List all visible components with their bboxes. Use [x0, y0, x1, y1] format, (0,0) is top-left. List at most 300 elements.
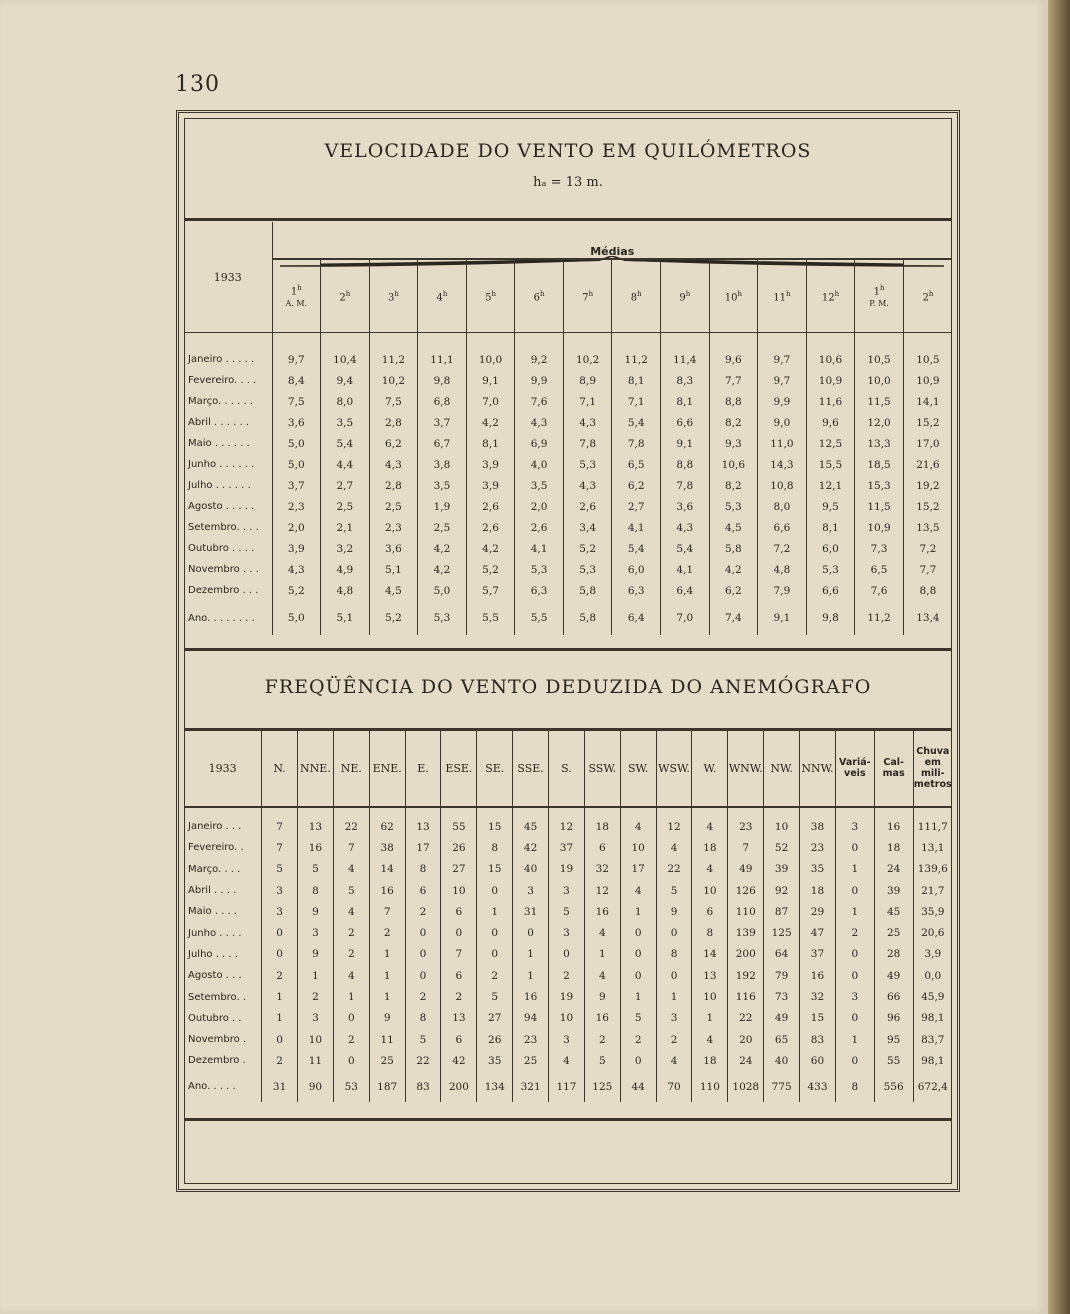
table-cell: 8: [477, 837, 513, 858]
table-cell: 433: [800, 1072, 836, 1102]
table-cell: 4,2: [418, 559, 467, 580]
hour-label: 3: [387, 292, 395, 304]
table-cell: 3: [513, 880, 549, 901]
table-cell: 9,9: [515, 370, 564, 391]
table-cell: 5,1: [321, 601, 370, 635]
table-cell: 11,2: [612, 349, 661, 370]
table-cell: 6,4: [661, 580, 710, 601]
hour-superscript: h: [345, 289, 351, 298]
table-cell: 40: [513, 859, 549, 880]
table-cell: 6,6: [806, 580, 855, 601]
table-cell: 2: [298, 986, 334, 1007]
hour-header: [903, 259, 952, 333]
table-row: [184, 496, 952, 517]
medias-label: Médias: [590, 245, 635, 258]
table-cell: 60: [800, 1050, 836, 1071]
table-cell: 1028: [728, 1072, 764, 1102]
hour-superscript: h: [588, 289, 594, 298]
row-label: Janeiro . . .: [184, 816, 262, 837]
table-cell: 4,2: [466, 538, 515, 559]
table-cell: 9,7: [272, 349, 321, 370]
row-label: Julho . . . .: [184, 944, 262, 965]
hour-header: [806, 259, 855, 333]
table-cell: 8,8: [661, 454, 710, 475]
table-row: [184, 370, 952, 391]
table-row: [184, 816, 952, 837]
table-cell: 9,4: [321, 370, 370, 391]
table-cell: 5,3: [515, 559, 564, 580]
table-cell: 0: [405, 965, 441, 986]
table-cell: 7,9: [758, 580, 807, 601]
table-cell: 6,8: [418, 391, 467, 412]
table-row: [184, 837, 952, 858]
hour-label: 6: [533, 292, 541, 304]
table-cell: 126: [728, 880, 764, 901]
table-cell: 6: [441, 965, 477, 986]
table-cell: 9,6: [709, 349, 758, 370]
table-cell: 2,7: [612, 496, 661, 517]
table-cell: 7,8: [563, 433, 612, 454]
hour-header: [855, 259, 904, 333]
hour-label: 8: [630, 292, 638, 304]
table-cell: 4,5: [709, 517, 758, 538]
table-cell: 4: [656, 1050, 692, 1071]
table-cell: 66: [874, 986, 913, 1007]
table-cell: 13: [405, 816, 441, 837]
table-cell: 1,9: [418, 496, 467, 517]
table-cell: 22: [333, 816, 369, 837]
table-cell: 27: [477, 1008, 513, 1029]
table-cell: 16: [513, 986, 549, 1007]
table-cell: 35: [477, 1050, 513, 1071]
table-cell: 8: [405, 1008, 441, 1029]
table-cell: 9,0: [758, 412, 807, 433]
table-cell: 556: [874, 1072, 913, 1102]
rule-top-table1: [184, 218, 952, 221]
table-cell: 7,7: [709, 370, 758, 391]
table-cell: 4,1: [612, 517, 661, 538]
table-cell: 8: [692, 922, 728, 943]
table-cell: 6,2: [612, 475, 661, 496]
table-cell: 21,6: [916, 458, 940, 471]
table-cell: 15: [477, 859, 513, 880]
hour-header: [418, 259, 467, 333]
table-cell: 1: [513, 965, 549, 986]
table-cell: 8,8: [919, 584, 937, 597]
row-label: Novembro .: [184, 1029, 262, 1050]
row-label: Dezembro . . .: [184, 580, 272, 601]
table-cell: 7,6: [855, 580, 904, 601]
table-cell: 94: [513, 1008, 549, 1029]
table-cell: 4,3: [272, 559, 321, 580]
table-cell: 23: [800, 837, 836, 858]
table-row: [184, 922, 952, 943]
table-cell: 83: [405, 1072, 441, 1102]
row-label: Março. . . .: [184, 859, 262, 880]
hour-superscript: h: [637, 289, 642, 298]
table-cell: 9,1: [758, 601, 807, 635]
table-row: [184, 986, 952, 1007]
table-cell: 6,6: [758, 517, 807, 538]
hour-header: [563, 259, 612, 333]
table-cell: 18: [584, 816, 620, 837]
table-cell: 37: [800, 944, 836, 965]
table-cell: 11,2: [369, 349, 418, 370]
row-label: Fevereiro. .: [184, 837, 262, 858]
table-cell: 19: [549, 859, 585, 880]
hour-superscript: h: [879, 284, 885, 293]
table-cell: 7: [441, 944, 477, 965]
table-cell: 15: [800, 1008, 836, 1029]
table-cell: 11,1: [418, 349, 467, 370]
table-cell: 0: [333, 1008, 369, 1029]
table-cell: 200: [728, 944, 764, 965]
table-cell: 1: [513, 944, 549, 965]
table-cell: 8: [835, 1072, 874, 1102]
row-label: Junho . . . .: [184, 922, 262, 943]
row-label: Abril . . . .: [184, 880, 262, 901]
table-cell: 20,6: [921, 927, 945, 940]
table-cell: 2,8: [369, 475, 418, 496]
table-cell: 4,1: [515, 538, 564, 559]
table-cell: 5: [584, 1050, 620, 1071]
table-cell: 8: [298, 880, 334, 901]
table-cell: 11: [298, 1050, 334, 1071]
table-cell: 39: [874, 880, 913, 901]
table-cell: 79: [764, 965, 800, 986]
table-cell: 15,2: [916, 500, 940, 513]
table-row: [184, 901, 952, 922]
table-cell: 2,7: [321, 475, 370, 496]
table-cell: 5,2: [563, 538, 612, 559]
table-cell: 10: [620, 837, 656, 858]
table-cell: 23: [513, 1029, 549, 1050]
table-cell: 38: [369, 837, 405, 858]
table-cell: 3,9: [466, 475, 515, 496]
table-cell: 73: [764, 986, 800, 1007]
table-cell: 5,2: [369, 601, 418, 635]
table-cell: 5,3: [563, 559, 612, 580]
table-cell: 18: [800, 880, 836, 901]
table-cell: 1: [620, 986, 656, 1007]
table-cell: 1: [298, 965, 334, 986]
table-cell: 16: [800, 965, 836, 986]
table-cell: 0: [405, 922, 441, 943]
table-cell: 9,5: [806, 496, 855, 517]
table-cell: 4: [333, 965, 369, 986]
table-cell: 3: [298, 1008, 334, 1029]
row-label: Ano. . . . .: [184, 1072, 262, 1102]
table-cell: 10,2: [563, 349, 612, 370]
table-cell: 6,7: [418, 433, 467, 454]
rule-bottom-table2: [184, 1118, 952, 1121]
hours-header-row: [184, 259, 952, 333]
table-cell: 7,2: [919, 542, 937, 555]
table-cell: 0: [620, 922, 656, 943]
hour-superscript: h: [786, 289, 791, 298]
table-cell: 3: [835, 986, 874, 1007]
table-cell: 6,0: [806, 538, 855, 559]
table-cell: 9,7: [758, 349, 807, 370]
row-label: Maio . . . . . .: [184, 433, 272, 454]
table-cell: 2: [262, 965, 298, 986]
table-cell: 3,5: [515, 475, 564, 496]
direction-header: SW.: [620, 730, 656, 807]
table-cell: 2,8: [369, 412, 418, 433]
table-cell: 7,8: [612, 433, 661, 454]
table-cell: 3,9: [466, 454, 515, 475]
table-cell: 0: [835, 1008, 874, 1029]
table-cell: 8,1: [806, 517, 855, 538]
table-cell: 2: [333, 944, 369, 965]
table-cell: 2,3: [369, 517, 418, 538]
table-cell: 0: [549, 944, 585, 965]
table-cell: 2,5: [369, 496, 418, 517]
table-cell: 2: [584, 1029, 620, 1050]
table-cell: 1: [369, 944, 405, 965]
table-row: [184, 391, 952, 412]
row-label: Setembro. .: [184, 986, 262, 1007]
table-cell: 5,4: [661, 538, 710, 559]
table-row: [184, 517, 952, 538]
table-cell: 0: [333, 1050, 369, 1071]
table-cell: 4: [333, 859, 369, 880]
table-cell: 4: [692, 859, 728, 880]
table-cell: 10,5: [916, 353, 940, 366]
table-cell: 5,8: [709, 538, 758, 559]
hour-header: [758, 259, 807, 333]
wind-speed-title: VELOCIDADE DO VENTO EM QUILÓMETROS: [324, 140, 812, 162]
table-cell: 62: [369, 816, 405, 837]
table-cell: 13: [441, 1008, 477, 1029]
table-cell: 16: [298, 837, 334, 858]
table-cell: 10,6: [709, 454, 758, 475]
table-cell: 2: [477, 965, 513, 986]
table-cell: 5,3: [563, 454, 612, 475]
hour-label: 5: [485, 292, 492, 304]
table-cell: 0: [477, 922, 513, 943]
table-cell: 5,8: [563, 580, 612, 601]
row-label: Fevereiro. . . .: [184, 370, 272, 391]
table-cell: 35: [800, 859, 836, 880]
table-row: [184, 1008, 952, 1029]
table-cell: 10,5: [855, 349, 904, 370]
table-cell: 5,8: [563, 601, 612, 635]
table-cell: 11,0: [758, 433, 807, 454]
hour-label: 7: [582, 292, 589, 304]
table-cell: 4,3: [563, 412, 612, 433]
wind-speed-subtitle: hₐ = 13 m.: [533, 175, 603, 190]
row-label: Novembro . . .: [184, 559, 272, 580]
row-label: Janeiro . . . . .: [184, 349, 272, 370]
table-cell: 12,5: [806, 433, 855, 454]
table-cell: 15,5: [806, 454, 855, 475]
direction-header: E.: [405, 730, 441, 807]
row-label: Maio . . . .: [184, 901, 262, 922]
hour-label: 1: [290, 286, 298, 298]
table-cell: 37: [549, 837, 585, 858]
table-cell: 775: [764, 1072, 800, 1102]
table-cell: 5: [405, 1029, 441, 1050]
table-cell: 3,6: [661, 496, 710, 517]
table-cell: 3,5: [321, 412, 370, 433]
table-cell: 8,1: [661, 391, 710, 412]
table-cell: 4: [692, 1029, 728, 1050]
table-cell: 7: [333, 837, 369, 858]
table-cell: 92: [764, 880, 800, 901]
table-cell: 9,1: [661, 433, 710, 454]
table-cell: 16: [584, 1008, 620, 1029]
table-cell: 29: [800, 901, 836, 922]
table-cell: 49: [874, 965, 913, 986]
table-cell: 3,5: [418, 475, 467, 496]
direction-header: NW.: [764, 730, 800, 807]
table-cell: 11: [369, 1029, 405, 1050]
table-cell: 14,3: [758, 454, 807, 475]
table-cell: 3: [656, 1008, 692, 1029]
table-cell: 10: [441, 880, 477, 901]
table-cell: 1: [262, 986, 298, 1007]
table-cell: 10: [692, 986, 728, 1007]
table-cell: 3: [262, 880, 298, 901]
table-cell: 3: [549, 922, 585, 943]
table-cell: 3: [262, 901, 298, 922]
hour-label: 2: [339, 292, 346, 304]
table-cell: 9: [298, 901, 334, 922]
table-cell: 12: [656, 816, 692, 837]
table-cell: 25: [369, 1050, 405, 1071]
table-cell: 4,0: [515, 454, 564, 475]
calmas-header: Cal- mas: [874, 730, 913, 807]
table-cell: 6,6: [661, 412, 710, 433]
direction-header: SSE.: [513, 730, 549, 807]
chuva-header: Chuva em mili- metros: [913, 730, 952, 807]
page-number: 130: [175, 72, 220, 97]
table-cell: 6: [405, 880, 441, 901]
table-cell: 24: [874, 859, 913, 880]
table-cell: 4,2: [418, 538, 467, 559]
table-cell: 10: [549, 1008, 585, 1029]
table-cell: 7: [369, 901, 405, 922]
table-cell: 9,3: [709, 433, 758, 454]
table-cell: 7: [262, 816, 298, 837]
wind-speed-table: [184, 222, 952, 635]
table-cell: 10: [298, 1029, 334, 1050]
table-cell: 70: [656, 1072, 692, 1102]
table-cell: 4: [620, 880, 656, 901]
table-cell: 116: [728, 986, 764, 1007]
table-cell: 4: [620, 816, 656, 837]
table-row: [184, 880, 952, 901]
table-cell: 10: [692, 880, 728, 901]
table-cell: 6,2: [709, 580, 758, 601]
table-cell: 45,9: [921, 991, 945, 1004]
table-cell: 10,9: [855, 517, 904, 538]
table-cell: 0: [835, 1050, 874, 1071]
row-label: Agosto . . .: [184, 965, 262, 986]
hour-label: 11: [773, 292, 787, 304]
direction-header: N.: [262, 730, 298, 807]
table-cell: 17,0: [916, 437, 940, 450]
table-cell: 0: [262, 922, 298, 943]
table-cell: 5,3: [418, 601, 467, 635]
table-cell: 9: [656, 901, 692, 922]
direction-header: WSW.: [656, 730, 692, 807]
table-cell: 22: [656, 859, 692, 880]
hour-label: 1: [873, 286, 880, 298]
wind-frequency-table: [184, 730, 952, 1102]
table-cell: 12: [549, 816, 585, 837]
hour-header: [661, 259, 710, 333]
table-cell: 0,0: [924, 969, 942, 982]
table-cell: 10,8: [758, 475, 807, 496]
row-label: Dezembro .: [184, 1050, 262, 1071]
table-row: [184, 475, 952, 496]
table-cell: 3,9: [272, 538, 321, 559]
table-cell: 10,0: [466, 349, 515, 370]
table-cell: 18: [874, 837, 913, 858]
table-cell: 9,6: [806, 412, 855, 433]
table-cell: 672,4: [917, 1080, 948, 1093]
direction-header: NNW.: [800, 730, 836, 807]
table-cell: 10,6: [806, 349, 855, 370]
table-cell: 2,6: [466, 517, 515, 538]
hour-superscript: h: [928, 289, 934, 298]
table-cell: 3,7: [272, 475, 321, 496]
row-label: Março. . . . . .: [184, 391, 272, 412]
table-cell: 4,2: [466, 412, 515, 433]
table-row: [184, 944, 952, 965]
table-cell: 5,5: [515, 601, 564, 635]
table-cell: 2,5: [418, 517, 467, 538]
table-cell: 8: [405, 859, 441, 880]
table-cell: 5,0: [418, 580, 467, 601]
table-cell: 13: [692, 965, 728, 986]
table-cell: 10,4: [321, 349, 370, 370]
table-cell: 9: [298, 944, 334, 965]
table-cell: 28: [874, 944, 913, 965]
table-cell: 7,1: [563, 391, 612, 412]
table-row: [184, 580, 952, 601]
table-cell: 8,0: [321, 391, 370, 412]
table-cell: 15,2: [916, 416, 940, 429]
table-cell: 2: [405, 986, 441, 1007]
row-label: Outubro . . . .: [184, 538, 272, 559]
table-cell: 1: [262, 1008, 298, 1029]
table-row: [184, 349, 952, 370]
hour-period: P. M.: [869, 298, 889, 308]
table-cell: 65: [764, 1029, 800, 1050]
table-cell: 15,3: [855, 475, 904, 496]
table-cell: 98,1: [921, 1054, 945, 1067]
row-label: Abril . . . . . .: [184, 412, 272, 433]
table-cell: 0: [656, 965, 692, 986]
table-cell: 6: [441, 1029, 477, 1050]
table-cell: 11,4: [661, 349, 710, 370]
table-cell: 11,2: [855, 601, 904, 635]
table-cell: 3,7: [418, 412, 467, 433]
table-cell: 192: [728, 965, 764, 986]
table-cell: 9: [584, 986, 620, 1007]
table-cell: 7,5: [369, 391, 418, 412]
table-cell: 6,5: [612, 454, 661, 475]
table-cell: 6,2: [369, 433, 418, 454]
table-cell: 5: [477, 986, 513, 1007]
table-cell: 2: [620, 1029, 656, 1050]
table-cell: 64: [764, 944, 800, 965]
table-cell: 200: [441, 1072, 477, 1102]
table-cell: 1: [369, 965, 405, 986]
